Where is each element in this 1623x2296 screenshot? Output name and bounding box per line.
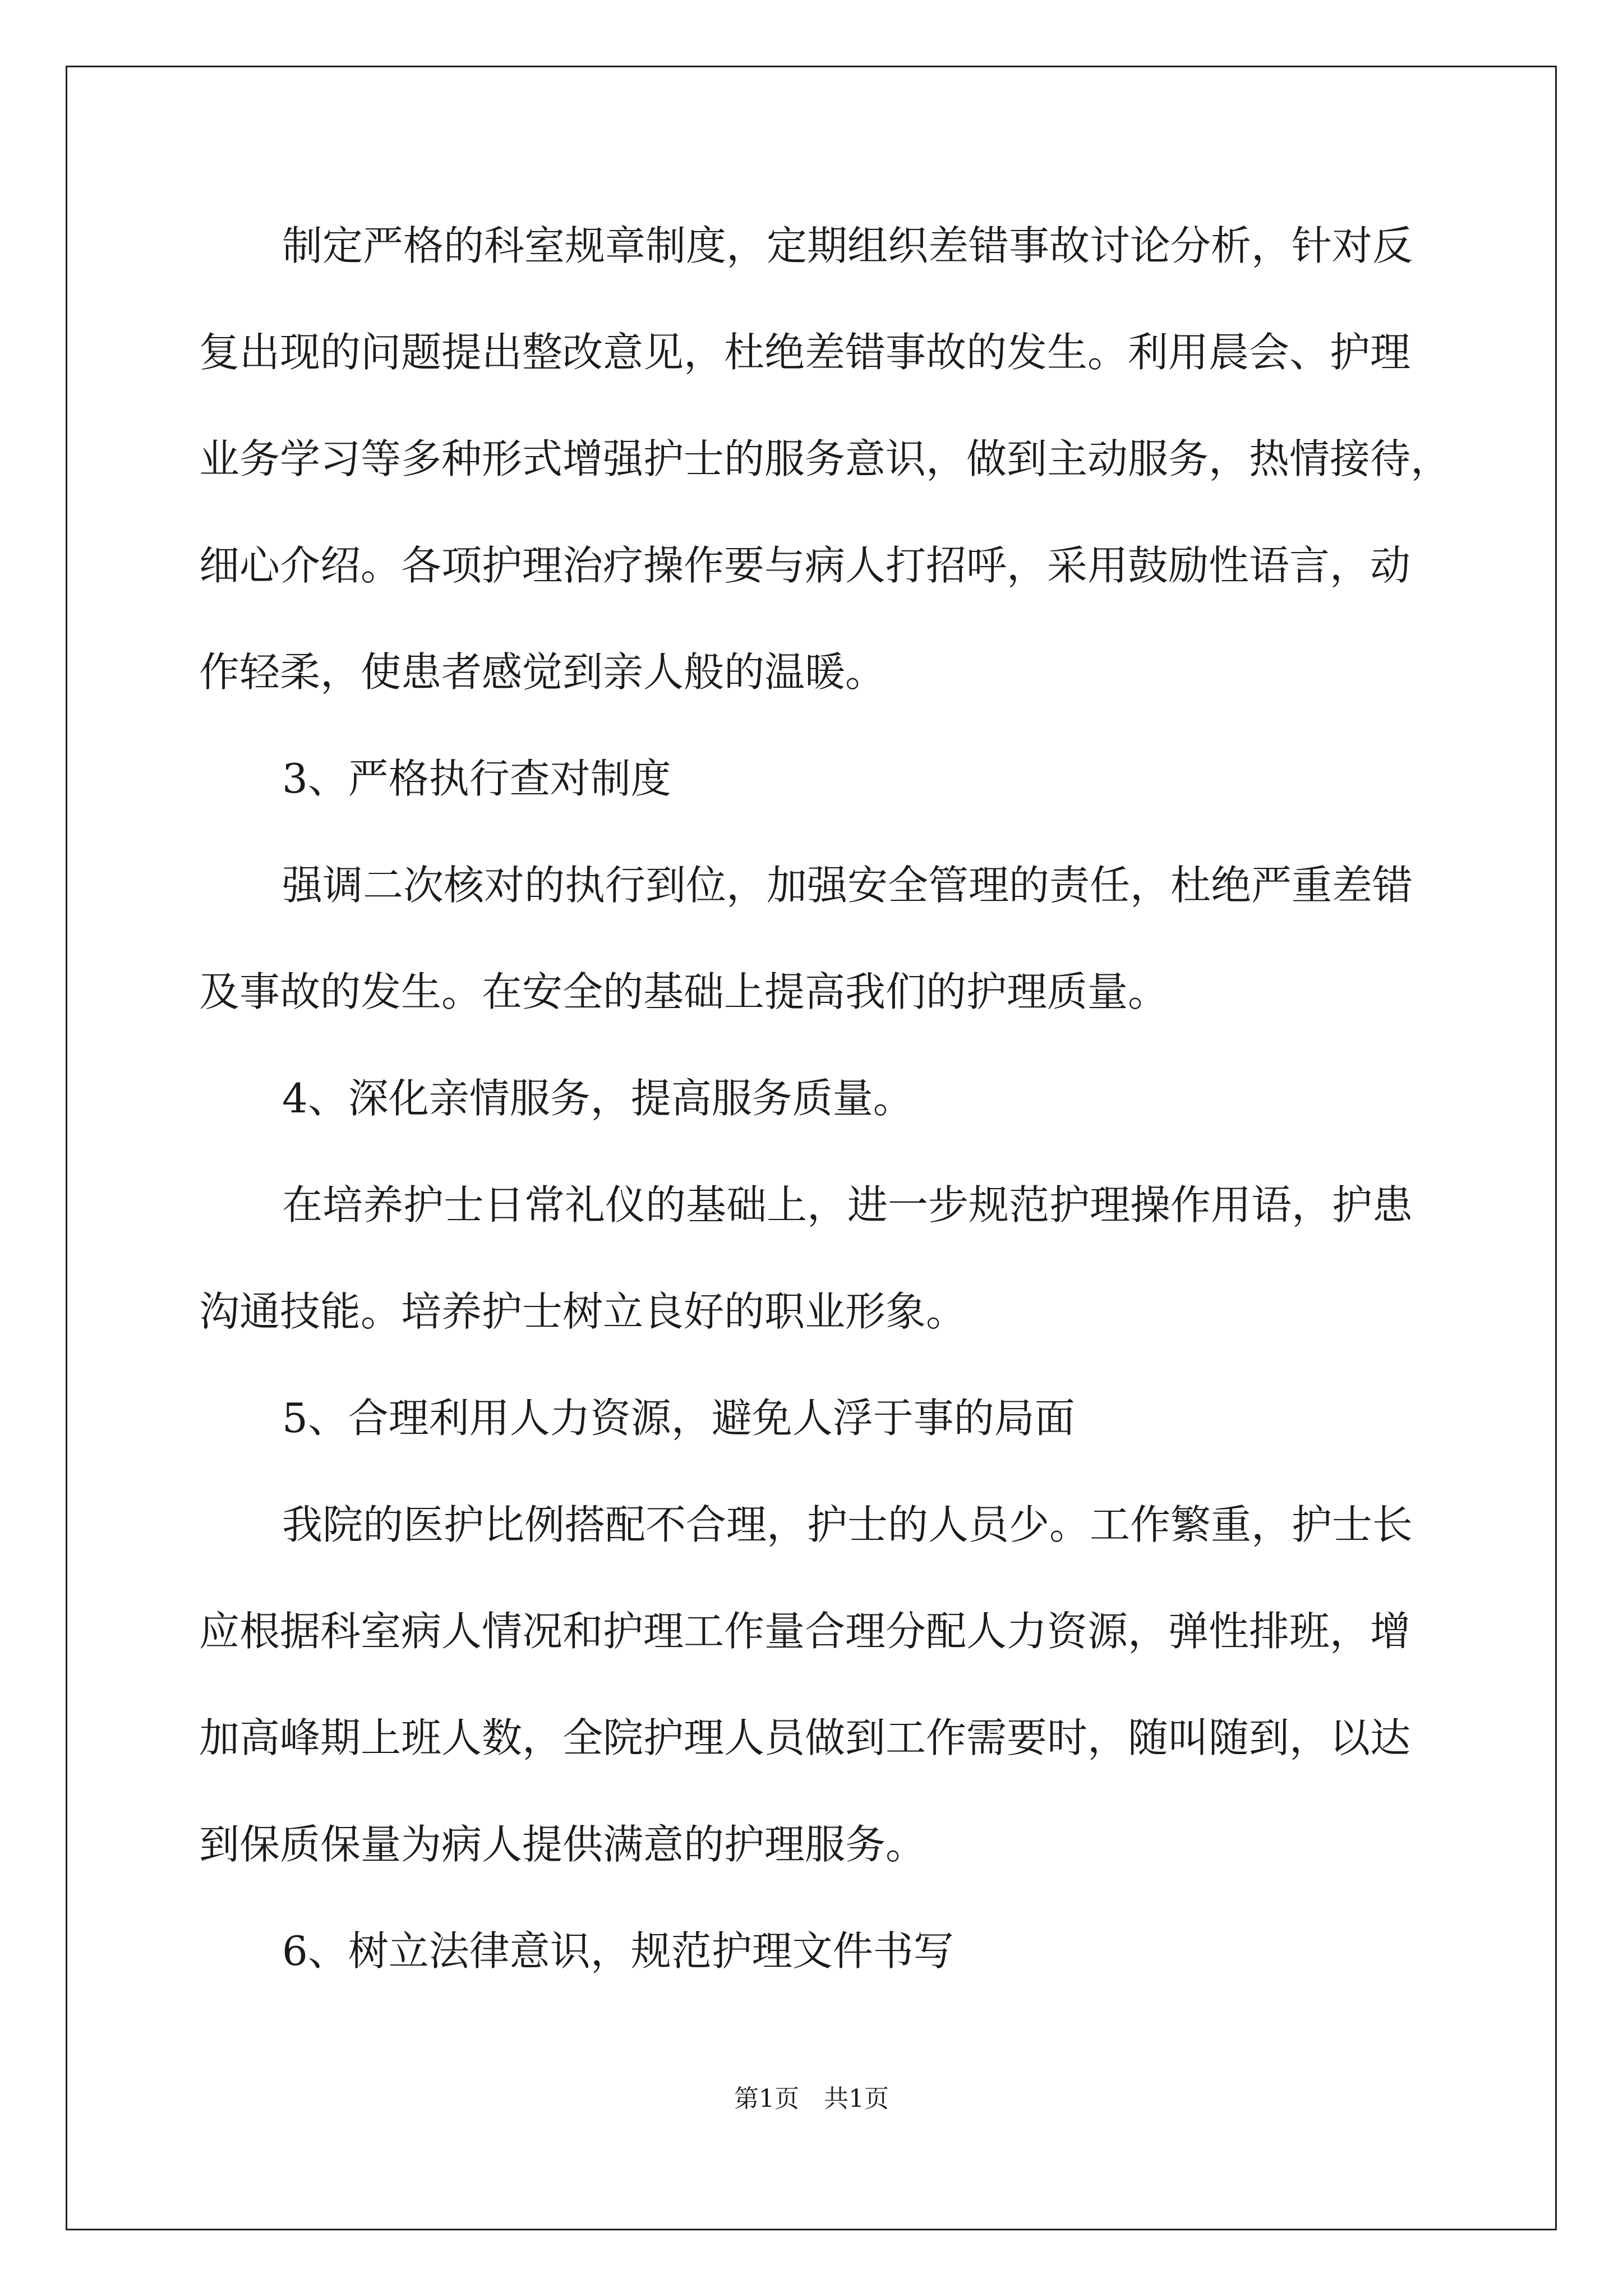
text-line: 沟通技能。培养护士树立良好的职业形象。 xyxy=(199,1288,967,1335)
text-line: 及事故的发生。在安全的基础上提高我们的护理质量。 xyxy=(199,968,1169,1015)
paragraph-4 xyxy=(199,1497,1455,1872)
document-body xyxy=(199,218,1455,2030)
heading-line: 5、合理利用人力资源，避免人浮于事的局面 xyxy=(282,1395,1075,1442)
text-line: 应根据科室病人情况和护理工作量合理分配人力资源，弹性排班，增 xyxy=(199,1608,1411,1655)
text-line: 我院的医护比例搭配不合理，护士的人员少。工作繁重，护士长 xyxy=(282,1501,1413,1548)
text-line: 到保质保量为病人提供满意的护理服务。 xyxy=(199,1821,926,1868)
text-line: 制定严格的科室规章制度，定期组织差错事故讨论分析，针对反 xyxy=(282,222,1413,269)
section-heading-5 xyxy=(199,1390,1455,1446)
text-line: 作轻柔，使患者感觉到亲人般的温暖。 xyxy=(199,648,886,696)
text-line: 强调二次核对的执行到位，加强安全管理的责任，杜绝严重差错 xyxy=(282,862,1413,909)
page-number-footer: 第1页 共1页 xyxy=(734,2085,889,2113)
text-line: 在培养护士日常礼仪的基础上，进一步规范护理操作用语，护患 xyxy=(282,1181,1413,1228)
section-heading-6 xyxy=(199,1923,1455,1979)
heading-line: 3、严格执行查对制度 xyxy=(282,755,671,802)
paragraph-3 xyxy=(199,1177,1455,1340)
text-line: 复出现的问题提出整改意见，杜绝差错事故的发生。利用晨会、护理 xyxy=(199,329,1411,376)
text-line: 加高峰期上班人数，全院护理人员做到工作需要时，随叫随到，以达 xyxy=(199,1714,1411,1761)
heading-line: 6、树立法律意识，规范护理文件书写 xyxy=(282,1927,954,1975)
text-line: 细心介绍。各项护理治疗操作要与病人打招呼，采用鼓励性语言，动 xyxy=(199,542,1411,589)
section-heading-4 xyxy=(199,1070,1455,1126)
text-line: 业务学习等多种形式增强护士的服务意识，做到主动服务，热情接待， xyxy=(199,435,1451,482)
paragraph-1 xyxy=(199,218,1455,700)
section-heading-3 xyxy=(199,751,1455,807)
paragraph-2 xyxy=(199,857,1455,1020)
heading-line: 4、深化亲情服务，提高服务质量。 xyxy=(282,1075,914,1122)
